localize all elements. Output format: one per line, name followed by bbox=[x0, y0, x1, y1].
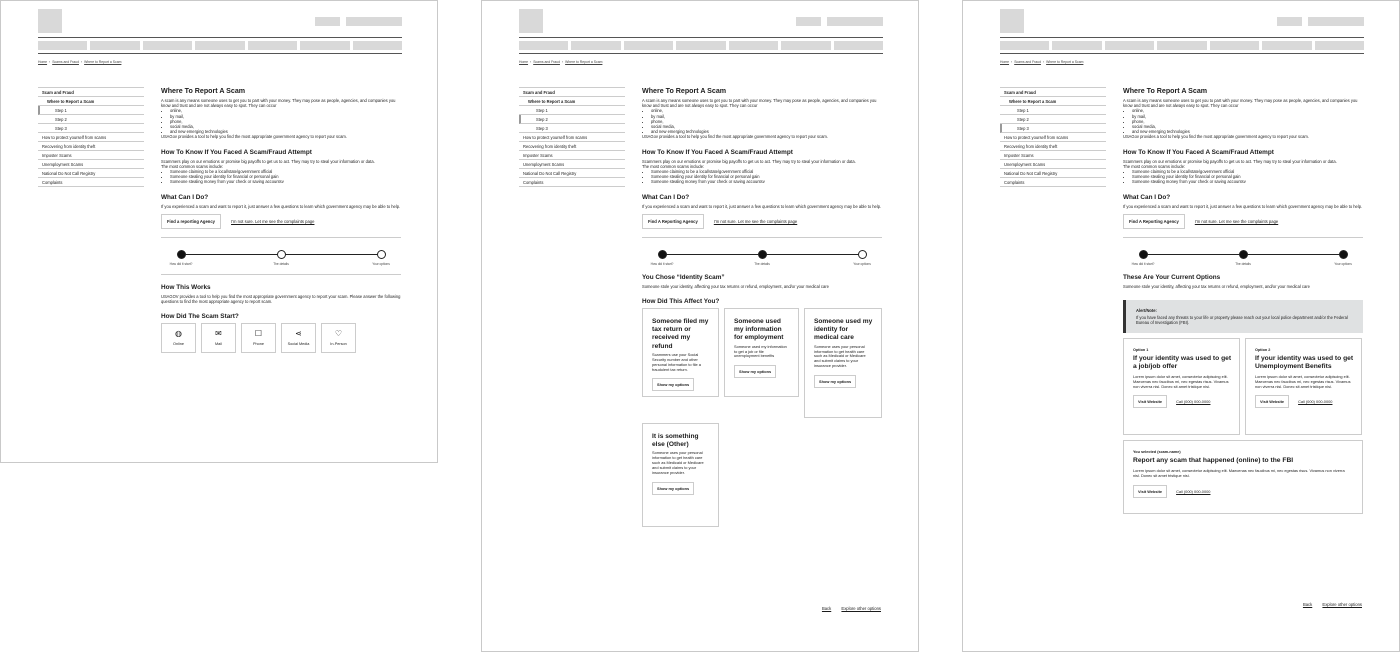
sidenav-step-1[interactable]: Step 1 bbox=[38, 106, 144, 115]
list-item: • social media, bbox=[1132, 124, 1363, 129]
header-divider bbox=[1000, 37, 1364, 38]
sidenav-item[interactable]: Complaints bbox=[1000, 178, 1106, 187]
paragraph: Scammers play on our emotions or promise big payoffs to get us to act. They may try to steal your information or data. bbox=[1123, 158, 1337, 164]
visit-website-button[interactable]: Visit Website bbox=[1255, 395, 1289, 408]
sidenav-current[interactable]: Where to Report a Scam bbox=[519, 97, 625, 106]
list-item: • by mail, bbox=[170, 114, 401, 119]
nav-item-placeholder[interactable] bbox=[1157, 41, 1206, 50]
side-navigation bbox=[519, 87, 625, 187]
progress-stepper bbox=[1123, 246, 1363, 270]
intro-text: A scam is any means someone uses to get you to part with your money. They may pose as people, agencies, and companies you know and trust and are not always easy to spot. They can occur bbox=[642, 98, 877, 109]
nav-item-placeholder[interactable] bbox=[571, 41, 620, 50]
nav-item-placeholder[interactable] bbox=[38, 41, 87, 50]
step-dot-done bbox=[1239, 250, 1248, 259]
card-text: Someone used my information to get a job or file unemployment benefits bbox=[734, 343, 787, 359]
list-item: • online, bbox=[1132, 108, 1363, 113]
cta-row bbox=[161, 214, 401, 229]
sidenav-item[interactable]: Unemployment Scams bbox=[1000, 160, 1106, 169]
paragraph: Scammers play on our emotions or promise big payoffs to get us to act. They may try to steal your information or data. bbox=[642, 158, 856, 164]
main-nav bbox=[38, 41, 402, 50]
visit-website-button[interactable]: Visit Website bbox=[1133, 485, 1167, 498]
site-logo[interactable] bbox=[519, 9, 543, 33]
footer-links bbox=[813, 606, 881, 611]
sidenav-step-2[interactable]: Step 2 bbox=[519, 115, 625, 124]
handshake-icon: ♡ bbox=[334, 329, 343, 339]
page-title: Where To Report A Scam bbox=[161, 87, 246, 95]
section-heading: These Are Your Current Options bbox=[1123, 273, 1221, 281]
divider bbox=[1123, 237, 1363, 238]
nav-item-placeholder[interactable] bbox=[834, 41, 883, 50]
option-card bbox=[1123, 338, 1240, 435]
option-actions bbox=[1133, 395, 1232, 408]
list-item: • online, bbox=[170, 108, 401, 113]
breadcrumb: Home › Scams and Fraud › Where to Report a Scam bbox=[1000, 60, 1084, 64]
option-in-person[interactable] bbox=[321, 323, 356, 353]
sidenav-step-1[interactable]: Step 1 bbox=[1000, 106, 1106, 115]
section-heading: How This Works bbox=[161, 283, 211, 291]
channel-list bbox=[642, 108, 882, 134]
paragraph: USAGOV provides a tool to help you find the most appropriate government agency to report your scam. Please answer the following questions to find the most appropriate agency to report scam. bbox=[161, 293, 401, 305]
divider bbox=[642, 237, 882, 238]
alert-text: If you have faced any threats to your life or property please reach out your local police department and/or the Federal Bureau of Investigation (FBI). bbox=[1136, 315, 1348, 326]
main-content bbox=[1123, 87, 1363, 514]
main-nav bbox=[519, 41, 883, 50]
explore-link[interactable]: Explore other options bbox=[1322, 602, 1362, 607]
progress-stepper bbox=[642, 246, 882, 270]
list-item: • and new emerging technologies bbox=[651, 129, 882, 134]
paragraph: Someone stole your identity, affecting your tax returns or refund, employment, and/or your medical care bbox=[642, 283, 829, 289]
sidenav-item[interactable]: Imposter Scams bbox=[519, 151, 625, 160]
nav-divider bbox=[519, 53, 883, 54]
section-heading: How Did This Affect You? bbox=[642, 298, 720, 306]
wireframe-step-1 bbox=[0, 0, 438, 463]
sidenav-item[interactable]: How to protect yourself from scams bbox=[38, 133, 144, 142]
list-item: • and new emerging technologies bbox=[1132, 129, 1363, 134]
find-agency-button[interactable]: Find a reporting Agency bbox=[161, 214, 221, 229]
sidenav-item[interactable]: Complaints bbox=[519, 178, 625, 187]
sidenav-parent[interactable]: Scam and Fraud bbox=[519, 88, 625, 97]
common-scams-list bbox=[1123, 169, 1363, 185]
sidenav-step-2[interactable]: Step 2 bbox=[38, 115, 144, 124]
main-content bbox=[161, 87, 401, 353]
step-label: Your options bbox=[853, 261, 871, 266]
card-title: Someone used my information for employment bbox=[734, 318, 784, 342]
side-navigation bbox=[38, 87, 144, 187]
step-dot-done bbox=[1339, 250, 1348, 259]
card-title: Someone filed my tax return or received my refund bbox=[652, 318, 709, 350]
list-item: • Someone stealing money from your check or saving accountsv bbox=[1132, 179, 1363, 184]
intro-tool-text: USAGov provides a tool to help you find the most appropriate government agency to report your scam. bbox=[642, 134, 828, 140]
sidenav-parent[interactable]: Scam and Fraud bbox=[38, 88, 144, 97]
step-label: The details bbox=[273, 261, 289, 266]
breadcrumb-current[interactable]: Where to Report a Scam bbox=[84, 60, 122, 64]
breadcrumb-scams[interactable]: Scams and Fraud bbox=[1014, 60, 1041, 64]
back-link[interactable]: Back bbox=[821, 606, 832, 611]
section-heading: How To Know If You Faced A Scam/Fraud Attempt bbox=[161, 148, 312, 156]
header-search-placeholder[interactable] bbox=[827, 17, 883, 26]
nav-item-placeholder[interactable] bbox=[729, 41, 778, 50]
option-label: Option 2 bbox=[1255, 347, 1271, 352]
header-button-placeholder[interactable] bbox=[315, 17, 340, 26]
paragraph: Someone stole your identity, affecting your tax returns or refund, employment, and/or your medical care bbox=[1123, 283, 1310, 289]
nav-item-placeholder[interactable] bbox=[1262, 41, 1311, 50]
nav-item-placeholder[interactable] bbox=[300, 41, 349, 50]
list-item: • social media, bbox=[651, 124, 882, 129]
option-label: Online bbox=[173, 342, 184, 347]
step-label: Your options bbox=[372, 261, 390, 266]
main-content bbox=[642, 87, 882, 527]
card-text: Someone uses your personal information to get health care such as Medicaid or Medicare and submit claims to your insurance provider. bbox=[652, 450, 704, 476]
intro-text: A scam is any means someone uses to get you to part with your money. They may pose as people, agencies, and companies you know and trust and are not always easy to spot. They can occur bbox=[161, 98, 396, 109]
nav-item-placeholder[interactable] bbox=[1105, 41, 1154, 50]
option-cards bbox=[1123, 338, 1363, 435]
nav-item-placeholder[interactable] bbox=[1052, 41, 1101, 50]
cta-row bbox=[642, 214, 882, 229]
section-heading: How To Know If You Faced A Scam/Fraud Attempt bbox=[1123, 148, 1274, 156]
paragraph: The most common scams include: bbox=[642, 163, 705, 169]
paragraph: If you experienced a scam and want to report it, just answer a few questions to learn which government agency may be able to help. bbox=[642, 203, 882, 209]
complaints-link[interactable]: I'm not sure. Let me see the complaints page bbox=[231, 218, 315, 224]
start-options bbox=[161, 323, 401, 353]
breadcrumb: Home › Scams and Fraud › Where to Report a Scam bbox=[38, 60, 122, 64]
list-item: • phone, bbox=[170, 119, 401, 124]
sidenav-step-3[interactable]: Step 3 bbox=[1000, 124, 1106, 133]
breadcrumb-scams[interactable]: Scams and Fraud bbox=[52, 60, 79, 64]
list-item: • Someone claiming to be a local/state/government official bbox=[170, 169, 401, 174]
section-heading: What Can I Do? bbox=[161, 193, 209, 201]
site-logo[interactable] bbox=[38, 9, 62, 33]
nav-item-placeholder[interactable] bbox=[676, 41, 725, 50]
nav-item-placeholder[interactable] bbox=[248, 41, 297, 50]
list-item: • Someone stealing money from your check or saving accountsv bbox=[170, 179, 401, 184]
paragraph: If you experienced a scam and want to report it, just answer a few questions to learn which government agency may be able to help. bbox=[1123, 203, 1363, 209]
card-text: Someone uses your personal information to get health care such as Medicaid or Medicare and submit claims to your insurance provider. bbox=[814, 343, 866, 369]
nav-item-placeholder[interactable] bbox=[519, 41, 568, 50]
step-dot-pending bbox=[277, 250, 286, 259]
channel-list bbox=[1123, 108, 1363, 134]
paragraph: If you experienced a scam and want to report it, just answer a few questions to learn which government agency may be able to help. bbox=[161, 203, 401, 209]
nav-item-placeholder[interactable] bbox=[195, 41, 244, 50]
channel-list bbox=[161, 108, 401, 134]
step-label: Your options bbox=[1334, 261, 1352, 266]
selected-option-card bbox=[1123, 440, 1363, 514]
impact-card[interactable] bbox=[642, 308, 719, 397]
option-actions bbox=[1255, 395, 1354, 408]
sidenav-item[interactable]: Recovering from identity theft bbox=[519, 142, 625, 151]
step-dot-done bbox=[177, 250, 186, 259]
list-item: • Someone claiming to be a local/state/government official bbox=[1132, 169, 1363, 174]
nav-divider bbox=[38, 53, 402, 54]
paragraph: The most common scams include: bbox=[1123, 163, 1186, 169]
sidenav-step-1[interactable]: Step 1 bbox=[519, 106, 625, 115]
divider bbox=[161, 237, 401, 238]
header-divider bbox=[519, 37, 883, 38]
option-label: Phone bbox=[253, 342, 264, 347]
list-item: • Someone stealing your identity for financial or personal gain bbox=[170, 174, 401, 179]
card-title: Someone used my identity for medical care bbox=[814, 318, 873, 342]
breadcrumb-scams[interactable]: Scams and Fraud bbox=[533, 60, 560, 64]
mail-icon: ✉ bbox=[215, 329, 222, 339]
option-title: If your identity was used to get Unemployment Benefits bbox=[1255, 354, 1354, 371]
sidenav-current[interactable]: Where to Report a Scam bbox=[1000, 97, 1106, 106]
call-link[interactable]: Call (000) 000-0000 bbox=[1176, 489, 1211, 495]
list-item: • Someone stealing money from your check or saving accountsv bbox=[651, 179, 882, 184]
common-scams-list bbox=[161, 169, 401, 185]
list-item: • Someone stealing your identity for financial or personal gain bbox=[651, 174, 882, 179]
wireframe-step-3 bbox=[962, 0, 1400, 652]
breadcrumb-current[interactable]: Where to Report a Scam bbox=[565, 60, 603, 64]
progress-stepper bbox=[161, 246, 401, 270]
breadcrumb: Home › Scams and Fraud › Where to Report a Scam bbox=[519, 60, 603, 64]
impact-card[interactable] bbox=[804, 308, 882, 418]
main-nav bbox=[1000, 41, 1364, 50]
step-dot-pending bbox=[858, 250, 867, 259]
sidenav-item[interactable]: Unemployment Scams bbox=[519, 160, 625, 169]
card-text: Scammers use your Social Security number and other personal information to file a fraudulent tax return. bbox=[652, 351, 701, 372]
nav-item-placeholder[interactable] bbox=[90, 41, 139, 50]
card-title: It is something else (Other) bbox=[652, 433, 699, 449]
call-link[interactable]: Call (000) 000-0000 bbox=[1176, 399, 1211, 405]
list-item: • Someone claiming to be a local/state/government official bbox=[651, 169, 882, 174]
nav-divider bbox=[1000, 53, 1364, 54]
sidenav-item[interactable]: Recovering from identity theft bbox=[1000, 142, 1106, 151]
section-heading: How To Know If You Faced A Scam/Fraud Attempt bbox=[642, 148, 793, 156]
intro-tool-text: USAGov provides a tool to help you find the most appropriate government agency to report your scam. bbox=[1123, 134, 1309, 140]
list-item: • and new emerging technologies bbox=[170, 129, 401, 134]
list-item: • Someone stealing your identity for financial or personal gain bbox=[1132, 174, 1363, 179]
intro-text: A scam is any means someone uses to get you to part with your money. They may pose as people, agencies, and companies you know and trust and are not always easy to spot. They can occur bbox=[1123, 98, 1358, 109]
breadcrumb-home[interactable]: Home bbox=[519, 60, 529, 64]
sidenav-step-3[interactable]: Step 3 bbox=[519, 124, 625, 133]
step-label: The details bbox=[754, 261, 770, 266]
paragraph: Scammers play on our emotions or promise big payoffs to get us to act. They may try to steal your information or data. bbox=[161, 158, 375, 164]
step-dot-done bbox=[1139, 250, 1148, 259]
option-label: Mail bbox=[215, 342, 222, 347]
step-label: The details bbox=[1235, 261, 1251, 266]
page-title: Where To Report A Scam bbox=[1123, 87, 1208, 95]
intro-tool-text: USAGov provides a tool to help you find the most appropriate government agency to report your scam. bbox=[161, 134, 347, 140]
option-phone[interactable] bbox=[241, 323, 276, 353]
find-agency-button[interactable]: Find A Reporting Agency bbox=[642, 214, 704, 229]
selected-title: Report any scam that happened (online) to the FBI bbox=[1133, 456, 1294, 464]
common-scams-list bbox=[642, 169, 882, 185]
breadcrumb-home[interactable]: Home bbox=[38, 60, 48, 64]
sidenav-item[interactable]: Recovering from identity theft bbox=[38, 142, 144, 151]
sidenav-step-3[interactable]: Step 3 bbox=[38, 124, 144, 133]
header-button-placeholder[interactable] bbox=[796, 17, 821, 26]
nav-item-placeholder[interactable] bbox=[624, 41, 673, 50]
find-agency-button[interactable]: Find A Reporting Agency bbox=[1123, 214, 1185, 229]
header-search-placeholder[interactable] bbox=[1308, 17, 1364, 26]
impact-cards bbox=[642, 308, 882, 527]
nav-item-placeholder[interactable] bbox=[1210, 41, 1259, 50]
nav-item-placeholder[interactable] bbox=[1315, 41, 1364, 50]
page-title: Where To Report A Scam bbox=[642, 87, 727, 95]
divider bbox=[161, 274, 401, 275]
alert-note bbox=[1123, 300, 1363, 333]
nav-item-placeholder[interactable] bbox=[353, 41, 402, 50]
wireframe-step-2 bbox=[481, 0, 919, 652]
breadcrumb-current[interactable]: Where to Report a Scam bbox=[1046, 60, 1084, 64]
option-label: Social Media bbox=[287, 342, 310, 347]
side-navigation bbox=[1000, 87, 1106, 187]
step-dot-done bbox=[758, 250, 767, 259]
sidenav-item[interactable]: Imposter Scams bbox=[1000, 151, 1106, 160]
explore-link[interactable]: Explore other options bbox=[841, 606, 881, 611]
impact-card[interactable] bbox=[642, 423, 719, 527]
list-item: • by mail, bbox=[651, 114, 882, 119]
selected-text: Lorem ipsum dolor sit amet, consectetur adipiscing elit. Maecenas nec faucibus mi, nec egestas risus. Vivamus non viverra nisl. Donec sit amet tristique nisi. bbox=[1133, 467, 1345, 478]
complaints-link[interactable]: I'm not sure. Let me see the complaints page bbox=[713, 218, 798, 224]
site-logo[interactable] bbox=[1000, 9, 1024, 33]
complaints-link[interactable]: I'm not sure. Let me see the complaints page bbox=[1194, 218, 1279, 224]
call-link[interactable]: Call (000) 000-0000 bbox=[1298, 399, 1333, 405]
nav-item-placeholder[interactable] bbox=[1000, 41, 1049, 50]
impact-card[interactable] bbox=[724, 308, 799, 397]
step-label: How did it start? bbox=[1131, 261, 1155, 266]
list-item: • social media, bbox=[170, 124, 401, 129]
option-title: If your identity was used to get a job/job offer bbox=[1133, 354, 1232, 371]
section-heading: What Can I Do? bbox=[1123, 193, 1171, 201]
list-item: • by mail, bbox=[1132, 114, 1363, 119]
share-icon: ⋖ bbox=[295, 329, 302, 339]
globe-icon: ◍ bbox=[175, 329, 182, 339]
sidenav-item[interactable]: How to protect yourself from scams bbox=[519, 133, 625, 142]
selected-actions bbox=[1133, 485, 1352, 498]
sidenav-step-2[interactable]: Step 2 bbox=[1000, 115, 1106, 124]
option-card bbox=[1245, 338, 1362, 435]
option-mail[interactable] bbox=[201, 323, 236, 353]
visit-website-button[interactable]: Visit Website bbox=[1133, 395, 1167, 408]
header-button-placeholder[interactable] bbox=[1277, 17, 1302, 26]
show-options-button[interactable]: Show my options bbox=[652, 378, 694, 391]
option-text: Lorem ipsum dolor sit amet, consectetur adipiscing elit. Maecenas nec faucibus mi, nec egestas risus. Vivamus non viverra nisl. Donec sit amet tristique nisi. bbox=[1133, 374, 1229, 390]
step-label: How did it start? bbox=[169, 261, 193, 266]
option-label: Option 1 bbox=[1133, 347, 1149, 352]
sidenav-item[interactable]: Imposter Scams bbox=[38, 151, 144, 160]
sidenav-current[interactable]: Where to Report a Scam bbox=[38, 97, 144, 106]
option-label: In-Person bbox=[330, 342, 347, 347]
list-item: • online, bbox=[651, 108, 882, 113]
sidenav-item[interactable]: How to protect yourself from scams bbox=[1000, 133, 1106, 142]
sidenav-parent[interactable]: Scam and Fraud bbox=[1000, 88, 1106, 97]
footer-links bbox=[1294, 602, 1362, 607]
selected-label: You selected (scam-name) bbox=[1133, 449, 1181, 454]
sidenav-item[interactable]: Complaints bbox=[38, 178, 144, 187]
step-dot-done bbox=[658, 250, 667, 259]
show-options-button[interactable]: Show my options bbox=[734, 365, 776, 378]
section-heading: You Chose “Identity Scam” bbox=[642, 273, 725, 281]
sidenav-item[interactable]: National Do Not Call Registry bbox=[1000, 169, 1106, 178]
paragraph: The most common scams include: bbox=[161, 163, 224, 169]
back-link[interactable]: Back bbox=[1302, 602, 1313, 607]
breadcrumb-home[interactable]: Home bbox=[1000, 60, 1010, 64]
option-text: Lorem ipsum dolor sit amet, consectetur adipiscing elit. Maecenas nec faucibus mi, nec egestas risus. Vivamus non viverra nisl. Donec sit amet tristique nisi. bbox=[1255, 374, 1351, 390]
step-dot-pending bbox=[377, 250, 386, 259]
alert-title: Alert/Note: bbox=[1136, 308, 1157, 314]
phone-icon: ☐ bbox=[254, 329, 263, 339]
sidenav-item[interactable]: National Do Not Call Registry bbox=[38, 169, 144, 178]
option-online[interactable] bbox=[161, 323, 196, 353]
nav-item-placeholder[interactable] bbox=[143, 41, 192, 50]
header-divider bbox=[38, 37, 402, 38]
step-label: How did it start? bbox=[650, 261, 674, 266]
nav-item-placeholder[interactable] bbox=[781, 41, 830, 50]
cta-row bbox=[1123, 214, 1363, 229]
sidenav-item[interactable]: Unemployment Scams bbox=[38, 160, 144, 169]
section-heading: How Did The Scam Start? bbox=[161, 313, 239, 321]
show-options-button[interactable]: Show my options bbox=[652, 482, 694, 495]
sidenav-item[interactable]: National Do Not Call Registry bbox=[519, 169, 625, 178]
section-heading: What Can I Do? bbox=[642, 193, 690, 201]
list-item: • phone, bbox=[1132, 119, 1363, 124]
show-options-button[interactable]: Show my options bbox=[814, 375, 856, 388]
header-search-placeholder[interactable] bbox=[346, 17, 402, 26]
option-social-media[interactable] bbox=[281, 323, 316, 353]
list-item: • phone, bbox=[651, 119, 882, 124]
